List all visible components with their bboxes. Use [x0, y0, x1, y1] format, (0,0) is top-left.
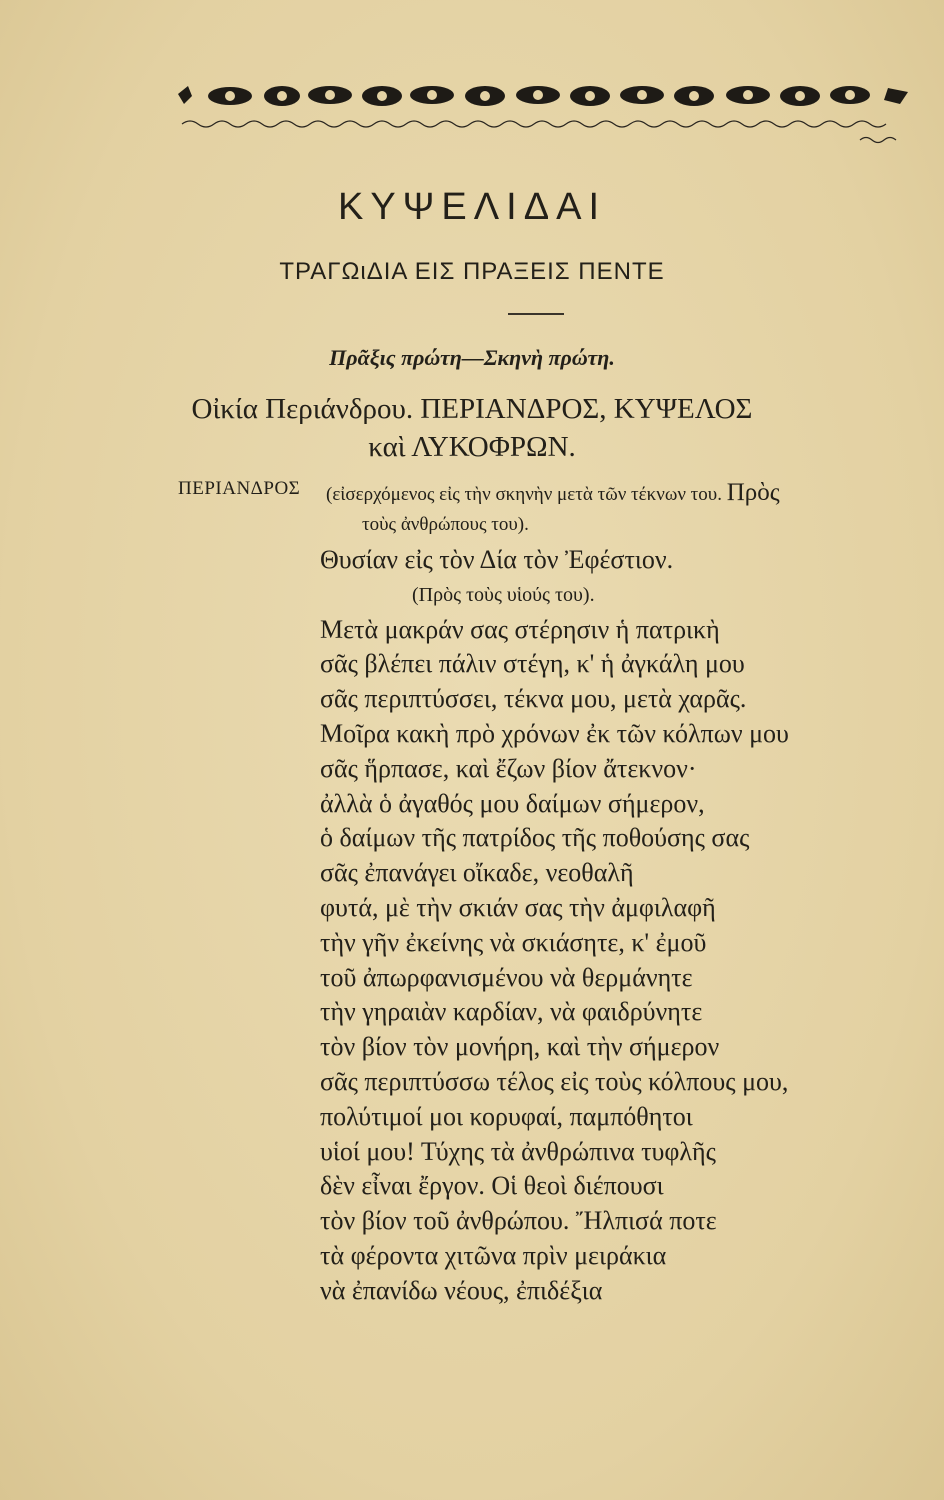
verse-line: τὸν βίον τοῦ ἀνθρώπου. Ἤλπισά ποτε: [320, 1206, 717, 1236]
verse-line: τὴν γηραιὰν καρδίαν, νὰ φαιδρύνητε: [320, 997, 703, 1027]
stage-direction-text: Πρὸς: [726, 479, 780, 506]
verse-line: σᾶς περιπτύσσω τέλος εἰς τοὺς κόλπους μου,: [320, 1066, 789, 1096]
page-title: ΚΥΨΕΛΙΔΑΙ: [337, 186, 606, 228]
scene-setting-line: Οἰκία Περιάνδρου. ΠΕΡΙΑΝΔΡΟΣ, ΚΥΨΕΛΟΣ: [191, 393, 753, 425]
act-scene-heading: Πρᾶξις πρώτη—Σκηνὴ πρώτη.: [329, 345, 615, 370]
verse-block: [320, 543, 920, 1309]
verse-line: Θυσίαν εἰς τὸν Δία τὸν Ἐφέστιον.: [320, 545, 674, 574]
decorative-floral-band-icon: [170, 82, 920, 154]
verse-line: φυτά, μὲ τὴν σκιάν σας τὴν ἀμφιλαφῆ: [320, 892, 716, 922]
page-subtitle: ΤΡΑΓΩιΔΙΑ ΕΙΣ ΠΡΑΞΕΙΣ ΠΕΝΤΕ: [279, 258, 665, 285]
verse-line: Μετὰ μακράν σας στέρησιν ἡ πατρικὴ: [320, 614, 720, 644]
verse-line: δὲν εἶναι ἔργον. Οἱ θεοὶ διέπουσι: [320, 1171, 664, 1201]
verse-line: τοῦ ἀπωρφανισμένου νὰ θερμάνητε: [320, 962, 693, 992]
verse-line: τὸν βίον τὸν μονήρη, καὶ τὴν σήμερον: [320, 1032, 720, 1062]
stage-direction-text: τοὺς ἀνθρώπους του).: [362, 514, 529, 535]
verse-line: ἀλλὰ ὁ ἀγαθός μου δαίμων σήμερον,: [320, 788, 705, 818]
verse-line: τὴν γῆν ἐκείνης νὰ σκιάσητε, κ' ἐμοῦ: [320, 927, 707, 957]
verse-line: τὰ φέροντα χιτῶνα πρὶν μειράκια: [320, 1240, 667, 1270]
verse-line: ὁ δαίμων τῆς πατρίδος τῆς ποθούσης σας: [320, 823, 750, 853]
verse-line: σᾶς ἐπανάγει οἴκαδε, νεοθαλῆ: [320, 858, 634, 888]
stage-direction-text: (εἰσερχόμενος εἰς τὴν σκηνὴν μετὰ τῶν τέκνων του.: [326, 484, 722, 505]
divider: [508, 313, 564, 315]
verse-line: νὰ ἐπανίδω νέους, ἐπιδέξια: [320, 1275, 603, 1305]
verse-line: υἱοί μου! Τύχης τὰ ἀνθρώπινα τυφλῆς: [320, 1136, 716, 1166]
verse-line: Μοῖρα κακὴ πρὸ χρόνων ἐκ τῶν κόλπων μου: [320, 718, 789, 748]
verse-line: πολύτιμοί μοι κορυφαί, παμπόθητοι: [320, 1101, 693, 1131]
stage-direction: (Πρὸς τοὺς υἱούς του).: [412, 583, 595, 606]
verse-line: σᾶς βλέπει πάλιν στέγη, κ' ἡ ἀγκάλη μου: [320, 649, 745, 679]
verse-line: σᾶς ἥρπασε, καὶ ἔζων βίον ἄτεκνον·: [320, 753, 697, 783]
scene-setting: [0, 390, 944, 466]
stage-direction: [326, 478, 916, 540]
verse-line: σᾶς περιπτύσσει, τέκνα μου, μετὰ χαρᾶς.: [320, 684, 747, 714]
scene-setting-line: καὶ ΛΥΚΟΦΡΩΝ.: [368, 431, 576, 463]
speaker-name: ΠΕΡΙΑΝΔΡΟΣ: [178, 478, 301, 499]
